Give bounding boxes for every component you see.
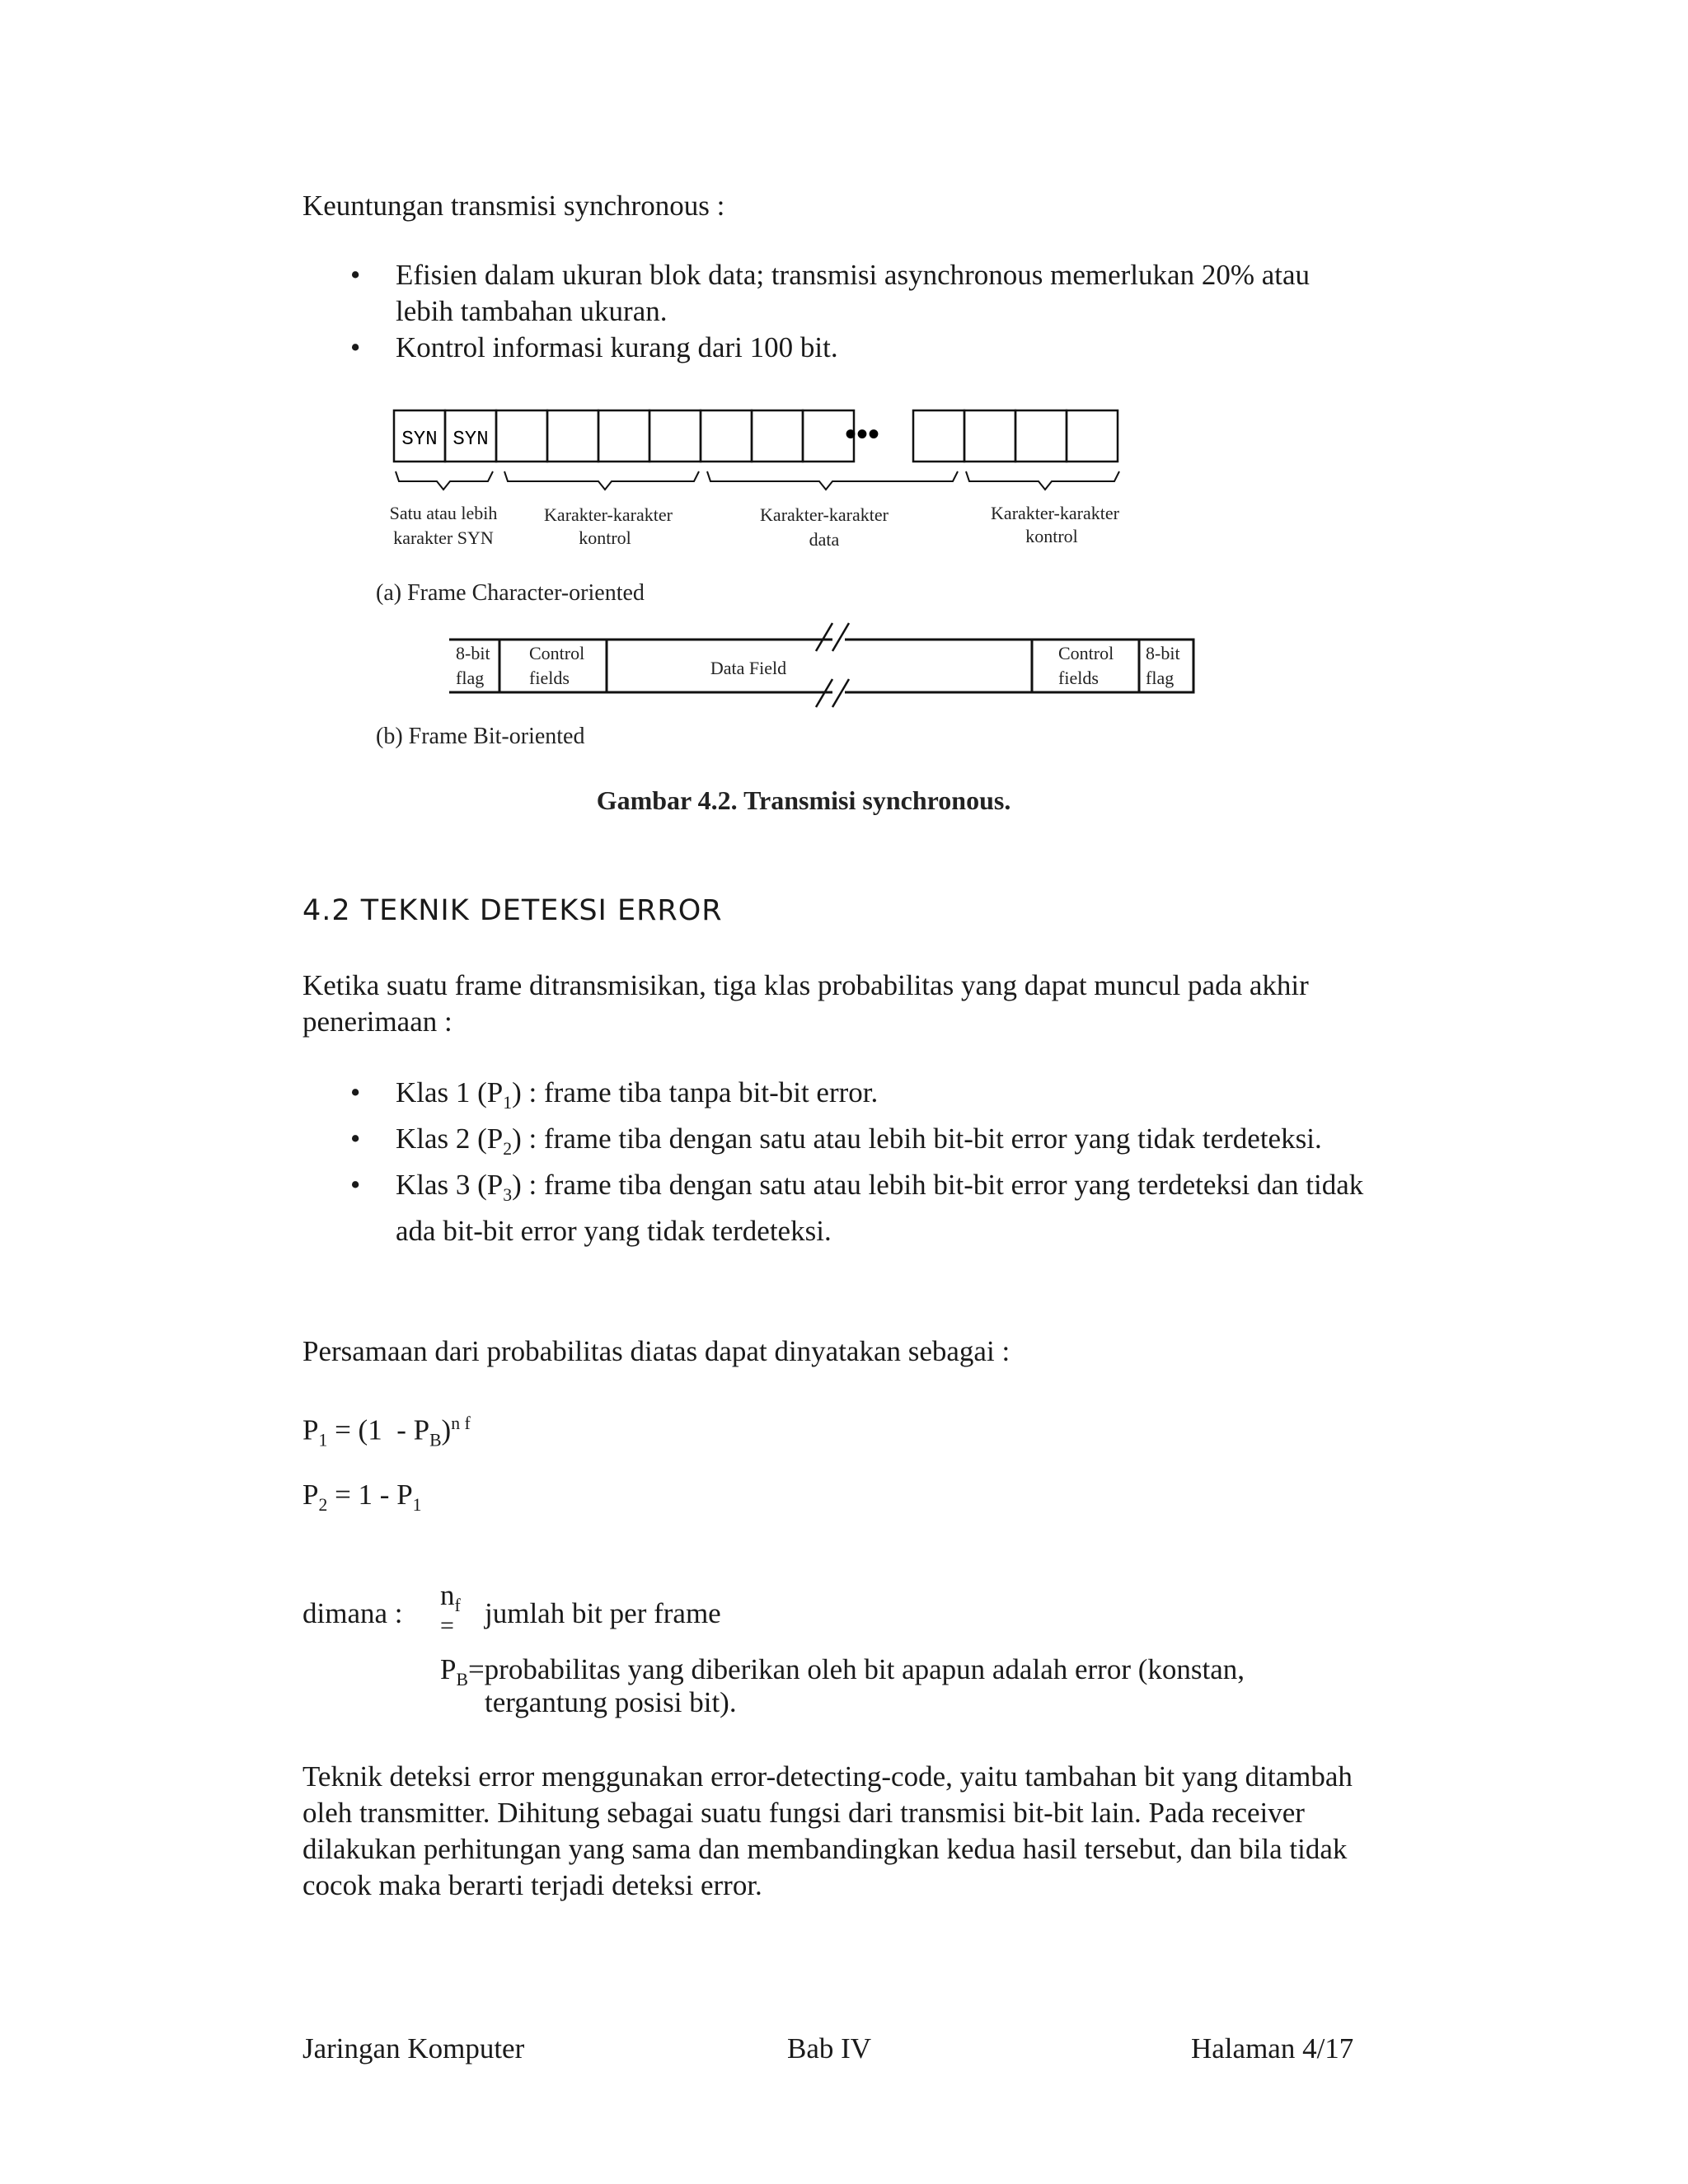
frame-diagram: [371, 396, 1212, 841]
equation-2: $P_2 = 1 - P_1$: [302, 1479, 422, 1515]
field-flag-2a: 8-bit: [1146, 643, 1180, 663]
syn-label-1: SYN: [401, 429, 438, 451]
footer-right: Halaman 4/17: [1191, 2032, 1354, 2064]
pb-definition-cont: tergantung posisi bit).: [485, 1686, 737, 1718]
field-control-1a: Control: [529, 643, 585, 663]
field-flag-2b: flag: [1146, 668, 1175, 688]
list-item: • Efisien dalam ukuran blok data; transmisi asynchronous memerlukan 20% atau lebih tambahan ukuran.: [350, 257, 1356, 330]
brace-label-3b: data: [809, 529, 840, 550]
nf-equals: =: [440, 1612, 454, 1639]
class-list: [350, 1075, 1405, 1249]
nf-symbol: $n_f$: [440, 1579, 461, 1615]
list-item: • Klas 3 $(P_3)$ : frame tiba dengan satu atau lebih bit-bit error yang terdeteksi dan tidak ada bit-bit error yang tidak terdeteksi.: [350, 1167, 1405, 1249]
nf-definition: jumlah bit per frame: [485, 1597, 721, 1629]
brace-label-2b: kontrol: [579, 527, 631, 548]
field-flag-1b: flag: [456, 668, 485, 688]
footer-center: Bab IV: [787, 2032, 872, 2064]
footer-left: Jaringan Komputer: [302, 2032, 525, 2064]
field-control-1b: fields: [529, 668, 570, 688]
braces: [396, 471, 1119, 490]
field-control-2b: fields: [1058, 668, 1099, 688]
figure-caption: Gambar 4.2. Transmisi synchronous.: [596, 785, 1011, 815]
char-frame-cells: [394, 410, 1118, 462]
list-item: • Klas 1 $(P_1)$ : frame tiba tanpa bit-bit error.: [350, 1075, 1405, 1121]
where-label: dimana :: [302, 1597, 403, 1629]
syn-label-2: SYN: [452, 429, 489, 451]
intro-text: Keuntungan transmisi synchronous :: [302, 190, 725, 222]
section-intro: Ketika suatu frame ditransmisikan, tiga klas probabilitas yang dapat muncul pada akhir penerimaan :: [302, 969, 1309, 1038]
brace-label-2a: Karakter-karakter: [544, 504, 673, 525]
section-heading: 4.2 TEKNIK DETEKSI ERROR: [302, 894, 723, 927]
equations-intro: Persamaan dari probabilitas diatas dapat dinyatakan sebagai :: [302, 1335, 1010, 1367]
closing-paragraph: Teknik deteksi error menggunakan error-detecting-code, yaitu tambahan bit yang ditambah oleh transmitter. Dihitung sebagai suatu fungsi dari transmisi bit-bit lain. Pada receiver dilakukan perhitungan yang sama dan membandingkan kedua hasil tersebut, dan bila tidak cocok maka berarti terjadi deteksi error.: [302, 1760, 1353, 1901]
brace-label-3a: Karakter-karakter: [760, 504, 889, 525]
brace-label-1a: Satu atau lebih: [389, 503, 498, 523]
frame-b-caption: (b) Frame Bit-oriented: [376, 724, 585, 749]
frame-a-caption: (a) Frame Character-oriented: [376, 580, 645, 606]
equation-1: $P_1 = (1 - P_B)^{n f}$: [302, 1413, 471, 1451]
list-item: • Kontrol informasi kurang dari 100 bit.: [350, 330, 1356, 366]
pb-definition: $P_B=probabilitas$ yang diberikan oleh bit apapun adalah error (konstan,: [440, 1653, 1245, 1690]
ellipsis: •••: [844, 415, 880, 452]
break-marks: [816, 623, 849, 707]
field-flag-1a: 8-bit: [456, 643, 490, 663]
field-control-2a: Control: [1058, 643, 1114, 663]
list-item: • Klas 2 $(P_2)$ : frame tiba dengan satu atau lebih bit-bit error yang tidak terdeteksi.: [350, 1121, 1405, 1167]
brace-label-4b: kontrol: [1025, 526, 1078, 546]
brace-label-4a: Karakter-karakter: [991, 503, 1119, 523]
field-data: Data Field: [710, 658, 787, 678]
advantages-list: [350, 257, 1356, 366]
brace-label-1b: karakter SYN: [393, 527, 494, 548]
